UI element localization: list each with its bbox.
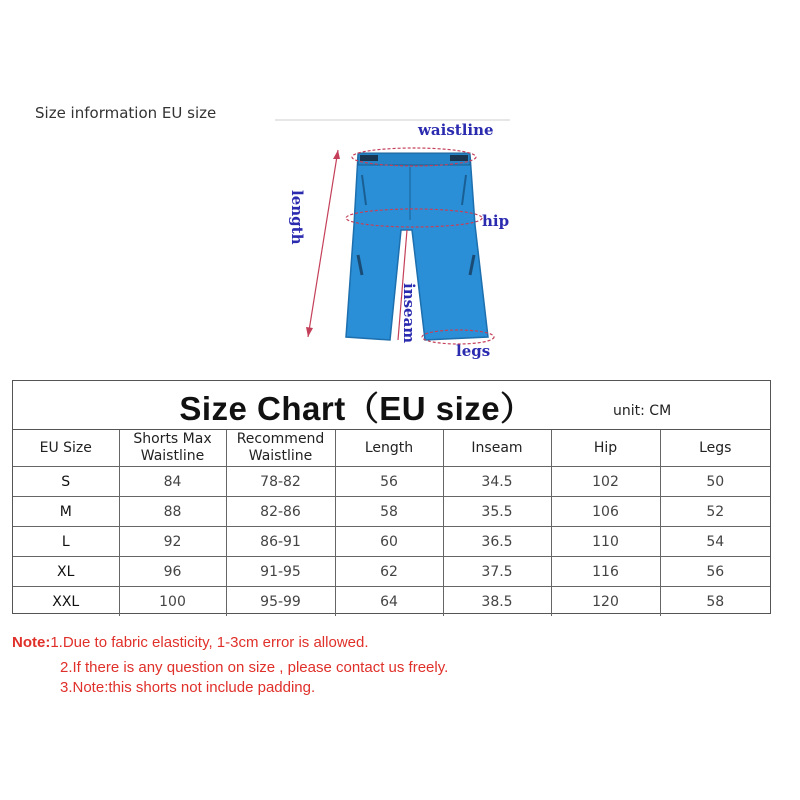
table-cell: 96 [119,557,226,587]
table-cell: 102 [551,467,660,497]
table-cell: 35.5 [443,497,551,527]
table-cell: S [13,467,119,497]
table-cell: 38.5 [443,587,551,617]
length-measure [308,150,338,337]
table-row [13,467,770,497]
table-cell: 64 [335,587,443,617]
table-cell: 82-86 [226,497,335,527]
table-cell: 120 [551,587,660,617]
table-cell: 58 [660,587,770,617]
table-cell: 36.5 [443,527,551,557]
table-cell: 110 [551,527,660,557]
size-chart [12,380,771,614]
table-cell: 37.5 [443,557,551,587]
table-row [13,527,770,557]
table-cell: 54 [660,527,770,557]
size-chart-title-row [13,381,770,430]
table-cell: 56 [335,467,443,497]
table-cell: 106 [551,497,660,527]
table-cell: 92 [119,527,226,557]
table-cell: 34.5 [443,467,551,497]
column-header: EU Size [13,430,119,467]
size-table [13,430,770,616]
table-cell: XXL [13,587,119,617]
table-header-row [13,430,770,467]
note-text-1: 1.Due to fabric elasticity, 1-3cm error is allowed. [50,634,369,651]
note-line-3 [60,679,315,696]
table-cell: 116 [551,557,660,587]
column-header: Recommend Waistline [226,430,335,467]
column-header: Shorts Max Waistline [119,430,226,467]
column-header: Inseam [443,430,551,467]
shorts-diagram [270,115,520,365]
shorts-measurement-figure [270,115,520,365]
table-cell: 50 [660,467,770,497]
table-cell: 60 [335,527,443,557]
table-cell: 100 [119,587,226,617]
table-cell: XL [13,557,119,587]
legs-label: legs [456,342,491,360]
table-row [13,497,770,527]
note-text-3: 3.Note:this shorts not include padding. [60,679,316,696]
column-header: Length [335,430,443,467]
table-row [13,557,770,587]
size-chart-title: Size Chart（EU size） [179,390,534,427]
table-cell: L [13,527,119,557]
inseam-label: inseam [400,283,418,344]
table-cell: 58 [335,497,443,527]
table-cell: M [13,497,119,527]
table-cell: 95-99 [226,587,335,617]
table-cell: 78-82 [226,467,335,497]
size-information-caption: Size information EU size [35,104,217,122]
waistline-label: waistline [418,121,494,139]
hip-label: hip [482,212,510,230]
note-label: Note: [12,634,51,651]
table-cell: 62 [335,557,443,587]
table-row [13,587,770,617]
table-cell: 84 [119,467,226,497]
table-cell: 86-91 [226,527,335,557]
length-label: length [288,190,306,245]
unit-label: unit: CM [613,403,672,419]
note-text-2: 2.If there is any question on size , please contact us freely. [60,659,449,676]
note-line-2 [60,659,448,676]
table-cell: 91-95 [226,557,335,587]
table-cell: 52 [660,497,770,527]
table-cell: 56 [660,557,770,587]
note-line-1 [12,634,369,651]
table-cell: 88 [119,497,226,527]
column-header: Legs [660,430,770,467]
column-header: Hip [551,430,660,467]
